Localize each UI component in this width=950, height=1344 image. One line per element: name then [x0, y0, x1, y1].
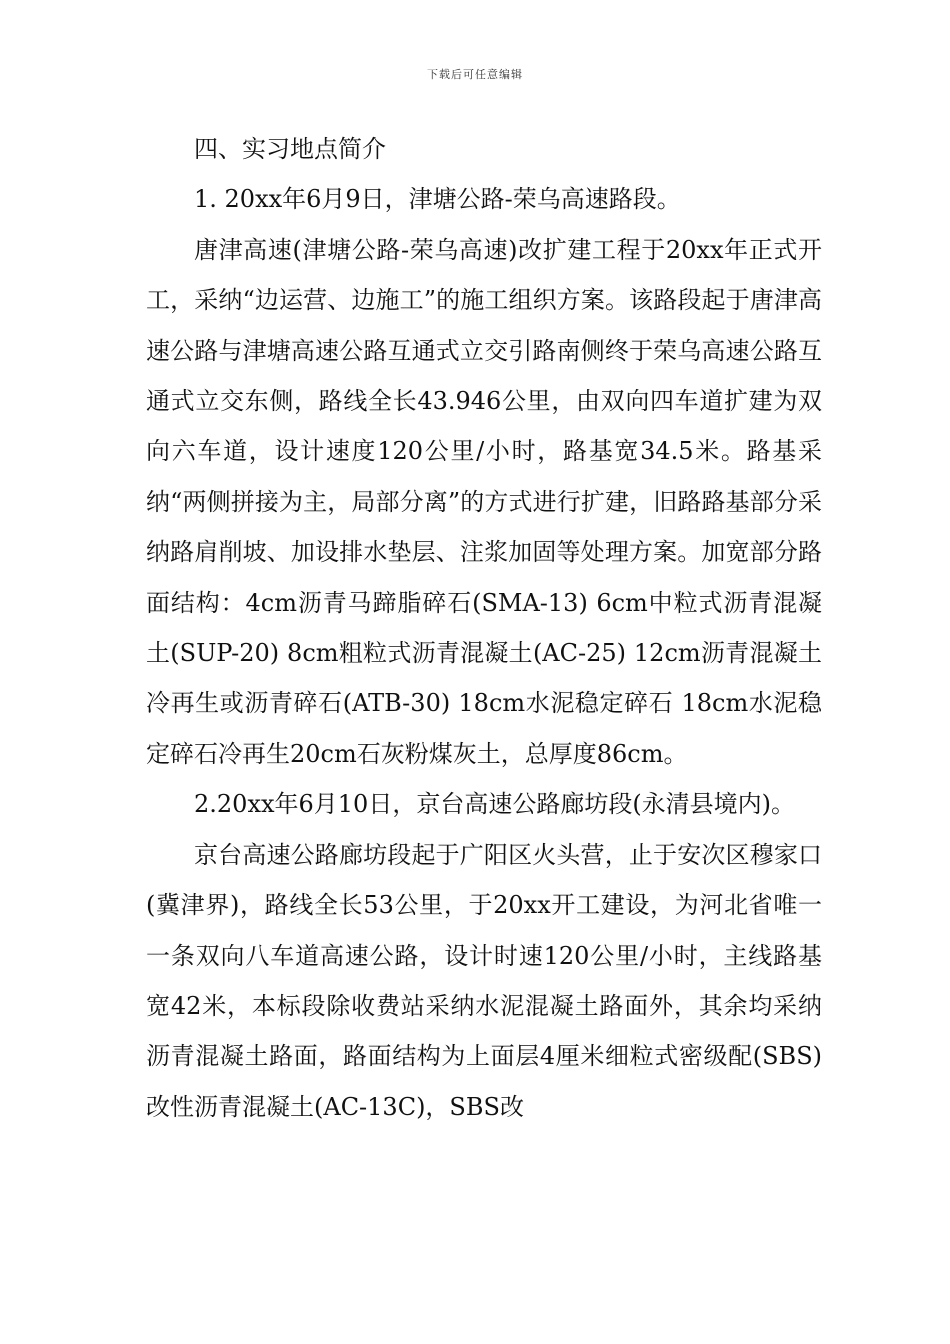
document-body: [146, 124, 822, 1132]
item-heading-2: 2.20xx年6月10日，京台高速公路廊坊段(永清县境内)。: [194, 790, 796, 819]
paragraph-2: 京台高速公路廊坊段起于广阳区火头营，止于安次区穆家口(冀津界)，路线全长53公里，于20xx开工建设，为河北省唯一一条双向八车道高速公路，设计时速120公里/小时，主线路基宽42米，本标段除收费站采纳水泥混凝土路面外，其余均采纳沥青混凝土路面，路面结构为上面层4厘米细粒式密级配(SBS)改性沥青混凝土(AC-13C)，SBS改: [146, 840, 822, 1121]
page-header: 下载后可任意编辑: [427, 68, 523, 81]
item-heading-1: 1. 20xx年6月9日，津塘公路-荣乌高速路段。: [194, 185, 681, 214]
paragraph-1: 唐津高速(津塘公路-荣乌高速)改扩建工程于20xx年正式开工，采纳“边运营、边施工”的施工组织方案。该路段起于唐津高速公路与津塘高速公路互通式立交引路南侧终于荣乌高速公路互通式立交东侧，路线全长43.946公里，由双向四车道扩建为双向六车道，设计速度120公里/小时，路基宽34.5米。路基采纳“两侧拼接为主，局部分离”的方式进行扩建，旧路路基部分采纳路肩削坡、加设排水垫层、注浆加固等处理方案。加宽部分路面结构：4cm沥青马蹄脂碎石(SMA-13) 6cm中粒式沥青混凝土(SUP-20) 8cm粗粒式沥青混凝土(AC-25) 12cm沥青混凝土冷再生或沥青碎石(ATB-30) 18cm水泥稳定碎石 18cm水泥稳定碎石冷再生20cm石灰粉煤灰土，总厚度86cm。: [146, 235, 822, 768]
section-heading: 四、实习地点简介: [194, 135, 386, 163]
